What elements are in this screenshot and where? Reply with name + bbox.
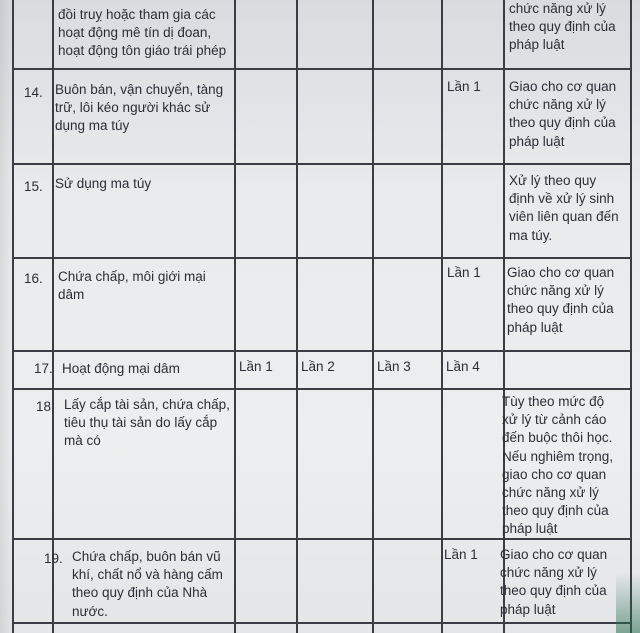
row-divider	[12, 257, 632, 259]
row-14-lan4: Lần 1	[447, 79, 481, 94]
row-19-lan4: Lần 1	[444, 547, 478, 562]
row-16-number: 16.	[24, 271, 43, 286]
row-13-action: chức năng xử lý theo quy định của pháp luật	[509, 1, 616, 53]
row-15-description: Sử dụng ma túy	[55, 176, 152, 191]
row-divider	[12, 350, 632, 352]
background-object	[616, 573, 640, 633]
row-14-description: Buôn bán, vận chuyển, tàng trữ, lôi kéo người khác sử dụng ma túy	[55, 82, 224, 134]
row-17-number: 17.	[34, 361, 53, 376]
row-18-number: 18.	[36, 399, 55, 414]
row-15-number: 15.	[24, 179, 43, 194]
row-divider	[12, 163, 632, 165]
row-14-action: Giao cho cơ quan chức năng xử lý theo quy định của pháp luật	[509, 79, 617, 149]
row-13-description: đồi truỵ hoặc tham gia các hoạt động mê tín dị đoan, hoạt động tôn giáo trái phép	[58, 7, 227, 59]
row-16-lan4: Lần 1	[447, 265, 481, 280]
row-17-lan4: Lần 4	[446, 359, 480, 374]
row-17-lan3: Lần 3	[377, 359, 411, 374]
row-divider	[12, 68, 632, 70]
row-19-action: Giao cho cơ quan chức năng xử lý theo quy định của pháp luật	[500, 547, 608, 617]
row-14-number: 14.	[24, 85, 43, 100]
row-divider	[12, 622, 632, 624]
row-15-action: Xử lý theo quy định về xử lý sinh viên liên quan đến ma túy.	[509, 173, 619, 243]
row-17-description: Hoạt động mại dâm	[62, 361, 180, 376]
row-18-action: Tùy theo mức độ xử lý từ cảnh cáo đến buộc thôi học. Nếu nghiêm trọng, giao cho cơ quan chức năng xử lý theo quy định của pháp luật	[502, 394, 614, 537]
row-17-lan1: Lần 1	[239, 359, 273, 374]
row-18-description: Lấy cắp tài sản, chứa chấp, tiêu thụ tài sản do lấy cắp mà có	[64, 397, 230, 449]
row-16-description: Chứa chấp, môi giới mại dâm	[58, 269, 206, 303]
row-divider	[12, 388, 632, 390]
row-19-number: 19.	[44, 551, 63, 566]
row-16-action: Giao cho cơ quan chức năng xử lý theo quy định của pháp luật	[507, 265, 615, 335]
row-17-lan2: Lần 2	[301, 359, 335, 374]
row-19-description: Chứa chấp, buôn bán vũ khí, chất nổ và hàng cấm theo quy định của Nhà nước.	[72, 549, 223, 619]
